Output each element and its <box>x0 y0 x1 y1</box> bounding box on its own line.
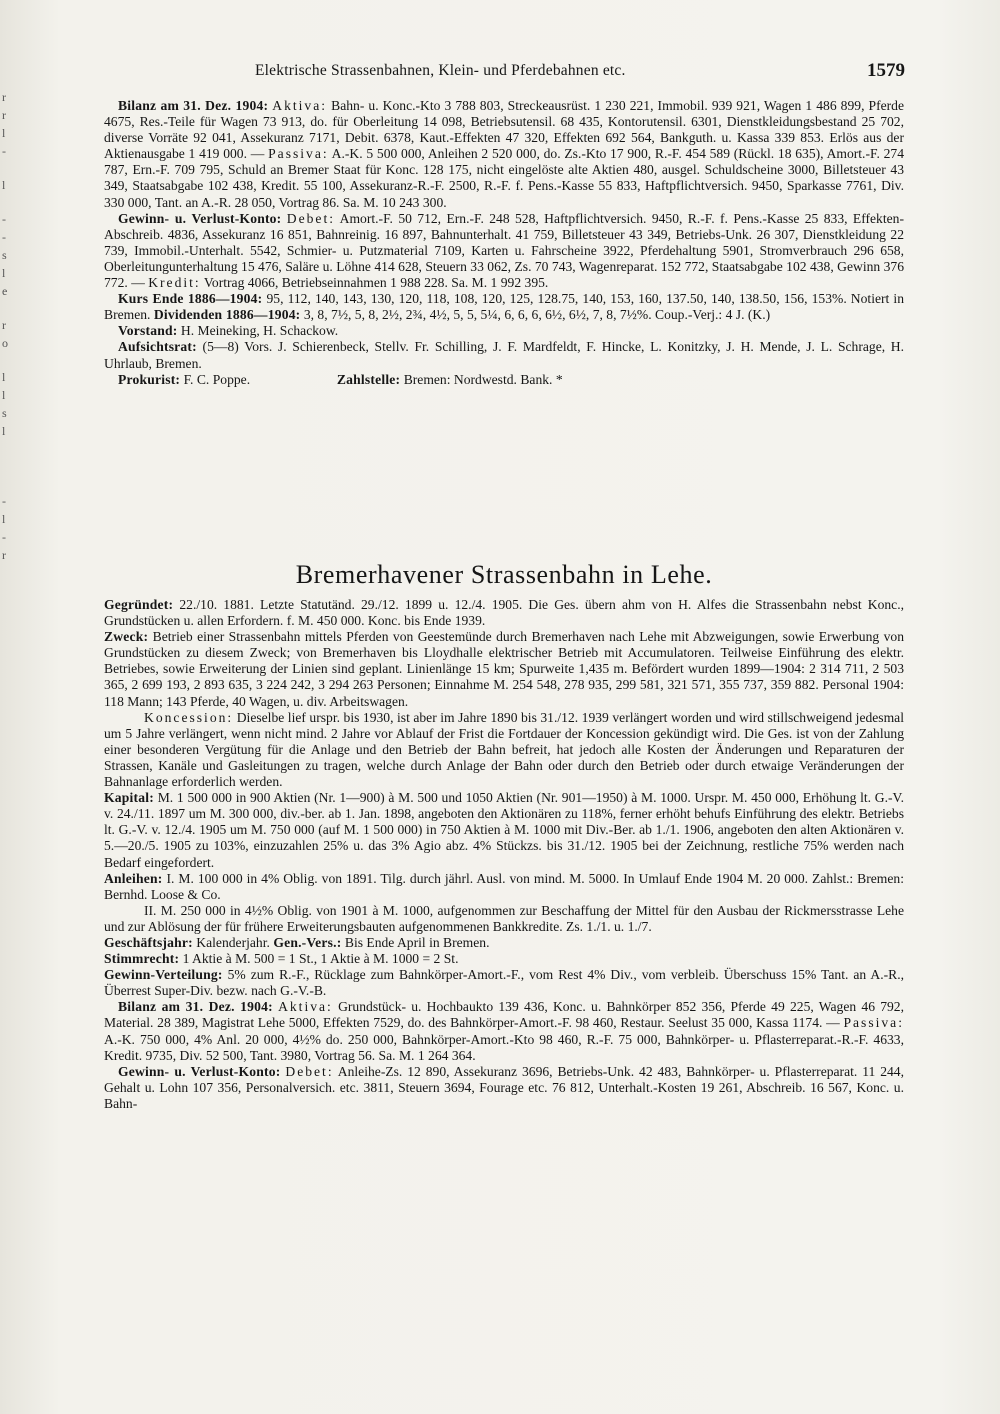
kurs-label: Kurs Ende 1886—1904: <box>118 291 263 307</box>
bilanz-label: Bilanz am 31. Dez. 1904: <box>118 98 269 113</box>
gewinn-verteilung-label: Gewinn-Verteilung: <box>104 967 223 983</box>
page-number: 1579 <box>867 60 905 81</box>
company-title: Bremerhavener Strassenbahn in Lehe. <box>295 560 713 589</box>
margin-fragment: - <box>2 144 6 158</box>
margin-fragment: l <box>2 512 6 526</box>
company-guv-label: Gewinn- u. Verlust-Konto: <box>118 1063 281 1079</box>
kredit-label: Kredit: <box>148 275 201 291</box>
company-bilanz-paragraph <box>104 999 904 1063</box>
geschaeftsjahr-paragraph <box>104 935 904 951</box>
debet-label: Debet: <box>286 210 336 226</box>
konzession-paragraph <box>104 710 904 790</box>
gegruendet-paragraph <box>104 597 904 629</box>
guv-kredit-text: Vortrag 4066, Betriebseinnahmen 1 988 228. Sa. M. 1 992 395. <box>203 275 549 291</box>
margin-fragment: e <box>2 284 8 298</box>
vorstand-label: Vorstand: <box>118 323 178 339</box>
margin-fragment: r <box>2 90 6 104</box>
guv-paragraph <box>104 211 904 291</box>
bilanz-paragraph <box>104 98 904 211</box>
zahlstelle-text: Bremen: Nordwestd. Bank. * <box>403 371 563 387</box>
anleihen-text-2: II. M. 250 000 in 4½% Oblig. von 1901 à M. 1000, aufgenommen zur Beschaffung der Mittel für den Ausbau der Rickmersstrasse Lehe und zur Ablösung der für frühere Erweiterungsbauten aufgenommenen Bankkredite. Zs. 1./1. u. 1./7. <box>104 902 904 934</box>
stimmrecht-text: 1 Aktie à M. 500 = 1 St., 1 Aktie à M. 1000 = 2 St. <box>182 951 459 967</box>
company-section <box>104 597 904 1112</box>
company-aktiva-label: Aktiva: <box>278 999 333 1015</box>
company-passiva-label: Passiva: <box>843 1015 904 1031</box>
aufsichtsrat-label: Aufsichtsrat: <box>118 339 197 355</box>
page-header <box>255 58 905 84</box>
margin-fragment: r <box>2 548 6 562</box>
kapital-label: Kapital: <box>104 790 154 806</box>
margin-fragment: l <box>2 178 6 192</box>
stimmrecht-label: Stimmrecht: <box>104 951 180 967</box>
company-bilanz-label: Bilanz am 31. Dez. 1904: <box>118 999 273 1015</box>
margin-fragment: s <box>2 248 7 262</box>
margin-fragment: - <box>2 530 6 544</box>
margin-fragment: - <box>2 230 6 244</box>
bilanz-aktiva-text: Bahn- u. Konc.-Kto 3 788 803, Streckeausrüst. 1 230 221, Immobil. 939 921, Wagen 1 486 899, Pferde 4675, Res.-Teile für Wagen 73 913, do. für Oberleitung 14 098, Betriebsutensil. 68 435, Kontorutensil. 6301, Dienstkleidungsbestand 25 702, diverse Vorräte 92 041, Assekuranz 7171, Debit. 6378, Kaut.-Effekten 47 320, Effekten 692 564, Bankguth. u. Kassa 339 853. Erlös aus der Aktienausgabe 1 419 000. — <box>104 98 905 162</box>
margin-fragment: r <box>2 318 6 332</box>
geschaeftsjahr-text: Kalenderjahr. <box>196 934 270 950</box>
previous-company-section <box>104 98 904 388</box>
margin-fragment: r <box>2 108 6 122</box>
passiva-label: Passiva: <box>268 146 329 162</box>
konzession-label: Koncession: <box>144 709 234 725</box>
aufsichtsrat-text: (5—8) Vors. J. Schierenbeck, Stellv. Fr. Schilling, J. F. Mardfeldt, F. Hincke, L. Konitzky, J. H. Mende, J. L. Schrage, H. Uhrlaub, Bremen. <box>104 339 904 371</box>
kurs-text: 95, 112, 140, 143, 130, 120, 118, 108, 120, 125, 128.75, 140, 153, 160, 137.50, 140, 138.50, 156, 153%. Notiert in Bremen. <box>104 291 904 323</box>
dividenden-label: Dividenden 1886—1904: <box>153 307 301 323</box>
margin-fragment: - <box>2 494 6 508</box>
zweck-paragraph <box>104 629 904 709</box>
gen-vers-label: Gen.-Vers.: <box>273 934 342 950</box>
kurs-paragraph <box>104 291 904 323</box>
vorstand-paragraph <box>104 323 904 339</box>
prokurist-text: F. C. Poppe. <box>183 371 251 387</box>
company-guv-text: Anleihe-Zs. 12 890, Assekuranz 3696, Betriebs-Unk. 42 483, Bahnkörper- u. Pflasterreparat. 11 244, Gehalt u. Lohn 107 356, Personalversich. etc. 3811, Steuern 3694, Fourage etc. 76 812, Unterhalt.-Kosten 19 261, Abschreib. 16 567, Konc. u. Bahn- <box>104 1063 904 1111</box>
prokurist-label: Prokurist: <box>118 371 181 387</box>
zahlstelle-label: Zahlstelle: <box>336 371 401 387</box>
guv-debet-text: Amort.-F. 50 712, Ern.-F. 248 528, Haftpflichtversich. 9450, R.-F. f. Pens.-Kasse 25 833, Effekten-Abschreib. 4836, Assekuranz 16 851, Bahnreinig. 16 897, Bahnunterhalt. 41 759, Billetsteuer 43 349, Betriebs-Unk. 26 307, Dienstkleidung 22 739, Immobil.-Unterhalt. 5542, Schmier- u. Putzmaterial 7109, Karten u. Fahrscheine 3922, Pferdehaltung 5901, Stromverbrauch 296 658, Oberleitungunterhaltung 15 476, Saläre u. Löhne 414 628, Steuern 33 062, Zs. 70 743, Wagenreparat. 152 772, Staatsabgabe 102 438, Gewinn 376 772. — <box>104 210 904 291</box>
anleihen-paragraph <box>104 871 904 903</box>
kapital-text: M. 1 500 000 in 900 Aktien (Nr. 1—900) à M. 500 und 1050 Aktien (Nr. 901—1950) à M. 1000. Urspr. M. 450 000, Erhöhung lt. G.-V. v. 24./11. 1897 um M. 300 000, div.-ber. ab 1. Jan. 1898, angeboten den Aktionären zu 118%, ferner erhöht behufs Einführung des elektr. Betriebs lt. G.-V. v. 12./4. 1905 um M. 750 000 (auf M. 1 500 000) in 750 Aktien à M. 1000 mit Div.-Ber. ab 1./1. 1906, angeboten den alten Aktionären v. 5.—20./5. 1905 zu 103%, einzuzahlen 25% u. das 3% Agio abz. 4% Stückzs. bis 31./12. 1905 bei der Zeichnung, restliche 75% werden nach Bedarf eingefordert. <box>104 790 905 870</box>
guv-label: Gewinn- u. Verlust-Konto: <box>118 210 282 226</box>
gegruendet-text: 22./10. 1881. Letzte Statutänd. 29./12. 1899 u. 12./4. 1905. Die Ges. übern ahm von H. Alfes die Strassenbahn nebst Konc., Grundstücken u. allen Erfordern. f. M. 450 000. Konc. bis Ende 1939. <box>104 597 904 629</box>
gegruendet-label: Gegründet: <box>104 597 174 612</box>
dividenden-text: 3, 8, 7½, 5, 8, 2½, 2¾, 4½, 5, 5, 5¼, 6, 6, 6, 6½, 6½, 7, 8, 7½%. Coup.-Verj.: 4 J. (K.) <box>303 307 771 323</box>
gewinn-verteilung-paragraph <box>104 967 904 999</box>
aktiva-label: Aktiva: <box>272 98 328 113</box>
aufsichtsrat-paragraph <box>104 339 904 371</box>
zweck-label: Zweck: <box>104 629 149 645</box>
company-guv-paragraph <box>104 1064 904 1112</box>
running-head: Elektrische Strassenbahnen, Klein- und Pferdebahnen etc. <box>255 62 626 79</box>
gen-vers-text: Bis Ende April in Bremen. <box>344 934 490 950</box>
margin-fragment: l <box>2 126 6 140</box>
margin-fragment: l <box>2 266 6 280</box>
bilanz-passiva-text: A.-K. 5 500 000, Anleihen 2 520 000, do. Zs.-Kto 17 900, R.-F. 454 589 (Rückl. 18 635), Amort.-F. 274 787, Ern.-F. 709 795, Schuld an Bremer Staat für Konc. 128 175, nicht eingelöste alte Aktien 480, ausgel. Schuldscheine 3000, Billetsteuer 43 349, Staatsabgabe 102 438, Kredit. 55 100, Assekuranz-R.-F. 2500, R.-F. f. Pens.-Kasse 55 833, Haftpflichtversich. 9450, Sparkasse 7761, Div. 330 000, Tant. an A.-R. 28 050, Vortrag 86. Sa. M. 10 243 300. <box>104 146 904 210</box>
margin-fragment: o <box>2 336 8 350</box>
konzession-text: Dieselbe lief urspr. bis 1930, ist aber im Jahre 1890 bis 31./12. 1939 verlängert worden und wird stillschweigend jedesmal um 5 Jahre verlängert, wenn nicht mind. 2 Jahre vor Ablauf der Frist die Fortdauer der Koncession gekündigt wird. Die Ges. ist von der Zahlung einer besonderen Vergütung für die Anlage und den Betrieb der Bahn befreit, hat jedoch alle Kosten der Änderungen und Reparaturen der Strassen, Kanäle und Gasleitungen zu tragen, welche durch Anlage der Bahn oder durch den Betrieb oder durch etwaige Veränderungen der Bahnanlage erforderlich werden. <box>104 709 904 790</box>
company-bilanz-aktiva-text: Grundstück- u. Hochbaukto 139 436, Konc. u. Bahnkörper 852 356, Pferde 49 225, Wagen 46 792, Material. 28 389, Magistrat Lehe 5000, Effekten 7529, do. des Bahnkörper-Amort.-F. 98 460, Restaur. Seelust 35 000, Kassa 1174. — <box>104 999 905 1031</box>
margin-fragment: l <box>2 370 6 384</box>
kapital-paragraph <box>104 790 904 870</box>
margin-fragment: s <box>2 406 7 420</box>
gewinn-verteilung-text: 5% zum R.-F., Rücklage zum Bahnkörper-Amort.-F., vom Rest 4% Div., vom verbleib. Überschuss 15% Tant. an A.-R., Überrest Super-Div. bezw. nach G.-V.-B. <box>104 967 904 999</box>
margin-fragment: - <box>2 212 6 226</box>
anleihen-label: Anleihen: <box>104 870 163 886</box>
margin-fragment: l <box>2 388 6 402</box>
margin-fragment: l <box>2 424 6 438</box>
zweck-text: Betrieb einer Strassenbahn mittels Pferden von Geestemünde durch Bremerhaven nach Lehe mit Abzweigungen, sowie Erwerbung von Grundstücken zu diesem Zweck; von Bremerhaven bis Lloydhalle elektrischer Betrieb mit Accumulatoren. Teilweise Einführung des elektr. Betriebes, sowie Erweiterung der Linien sind geplant. Linienlänge 15 km; Spurweite 1,435 m. Befördert wurden 1899—1904: 2 314 711, 2 503 365, 2 699 193, 2 893 635, 3 224 242, 3 294 263 Personen; Einnahme M. 254 548, 278 935, 299 581, 321 571, 355 737, 359 882. Personal 1904: 118 Mann; 143 Pferde, 40 Wagen, u. div. Arbeitswagen. <box>104 629 904 709</box>
company-bilanz-passiva-text: A.-K. 750 000, 4% Anl. 20 000, 4½% do. 250 000, Bahnkörper-Amort.-Kto 98 460, R.-F. 75 000, Bahnkörper- u. Pflasterreparat.-R.-F. 4633, Kredit. 9735, Div. 52 500, Tant. 3980, Vortrag 56. Sa. M. 1 264 364. <box>104 1031 904 1063</box>
geschaeftsjahr-label: Geschäftsjahr: <box>104 934 193 950</box>
anleihen-text-1: I. M. 100 000 in 4% Oblig. von 1891. Tilg. durch jährl. Ausl. von mind. M. 5000. In Umlauf Ende 1904 M. 20 000. Zahlst.: Bremen: Bernhd. Loose & Co. <box>104 870 904 902</box>
anleihen-2-paragraph <box>104 903 904 935</box>
prokurist-paragraph <box>104 372 904 388</box>
stimmrecht-paragraph <box>104 951 904 967</box>
vorstand-text: H. Meineking, H. Schackow. <box>180 323 339 339</box>
company-debet-label: Debet: <box>285 1063 334 1079</box>
